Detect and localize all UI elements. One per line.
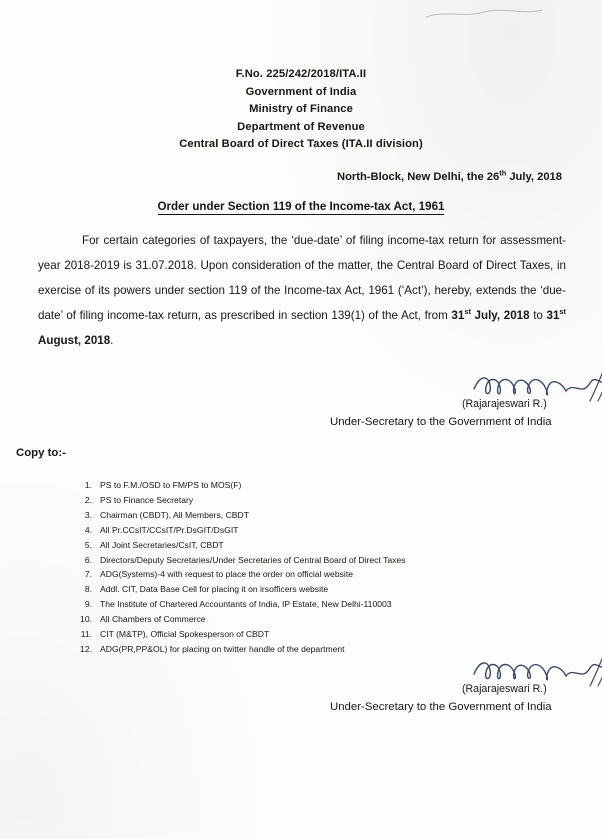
list-item	[70, 538, 570, 553]
order-title-text: Order under Section 119 of the Income-tax Act, 1961	[157, 200, 445, 213]
place-date-suffix: July, 2018	[506, 171, 562, 183]
list-item	[70, 523, 570, 538]
signatory-name: (Rajarajeswari R.)	[462, 683, 547, 695]
list-item-label: PS to F.M./OSD to FM/PS to MOS(F)	[100, 480, 242, 490]
list-item-number: 8.	[84, 584, 92, 595]
copy-to-list	[70, 478, 570, 657]
body-bold-to-day: 31	[546, 309, 560, 322]
list-item-label: Addl. CIT, Data Base Cell for placing it on irsofficers website	[100, 584, 329, 595]
list-item	[70, 567, 570, 582]
list-item	[70, 597, 570, 612]
list-item-label: All Chambers of Commerce	[100, 614, 206, 625]
list-item-number: 12.	[80, 643, 92, 654]
order-body	[38, 228, 566, 353]
signatory-role: Under-Secretary to the Government of India	[330, 416, 552, 428]
list-item-label: ADG(PR,PP&OL) for placing on twitter handle of the department	[100, 643, 345, 654]
list-item-number: 9.	[84, 599, 92, 610]
list-item-number: 3.	[84, 509, 92, 520]
list-item-number: 1.	[84, 480, 92, 490]
page-title	[0, 200, 602, 213]
list-item-label: CIT (M&TP), Official Spokesperson of CBDT	[100, 629, 270, 640]
signatory-name: (Rajarajeswari R.)	[462, 398, 547, 410]
list-item-label: The Institute of Chartered Accountants of India, IP Estate, New Delhi-110003	[100, 599, 392, 610]
list-item	[70, 612, 570, 627]
place-date-ordinal: th	[499, 168, 507, 178]
org-line-ministry: Ministry of Finance	[249, 103, 353, 115]
list-item-label: Chairman (CBDT), All Members, CBDT	[100, 509, 249, 520]
list-item	[70, 582, 570, 597]
list-item-label: ADG(Systems)-4 with request to place the order on official website	[100, 569, 353, 580]
signatory-role: Under-Secretary to the Government of India	[330, 701, 552, 713]
body-segment-2: to	[529, 309, 547, 322]
list-item-number: 4.	[84, 524, 92, 535]
list-item-number: 10.	[80, 614, 92, 625]
page-corner-mark	[424, 6, 544, 20]
list-item-number: 6.	[84, 554, 92, 565]
list-item	[70, 553, 570, 568]
list-item	[70, 508, 570, 523]
list-item-number: 5.	[84, 539, 92, 550]
org-line-department: Department of Revenue	[237, 120, 365, 133]
body-bold-from-day: 31	[451, 309, 465, 322]
list-item-number: 2.	[84, 494, 92, 505]
letterhead	[0, 66, 602, 154]
file-number: F.No. 225/242/2018/ITA.II	[235, 68, 367, 80]
list-item-number: 7.	[84, 569, 92, 580]
list-item-label: All Joint Secretaries/CsIT, CBDT	[100, 539, 224, 550]
body-segment-1: For certain categories of taxpayers, the ‘due-date’ of filing income-tax return for assessment-year 2018-2019 is 31.07.2018. Upon consideration of the matter, the Central Board of Direct Taxes, in exercise of its powers under section 119 of the Income-tax Act, 1961 (‘Act’), hereby, extends the ‘due-date’ of filing income-tax return, as prescribed in section 139(1) of the Act, from	[38, 234, 566, 322]
list-item	[70, 478, 570, 493]
place-and-date	[336, 168, 562, 183]
body-segment-3: .	[110, 334, 114, 347]
org-line-government: Government of India	[245, 85, 357, 98]
body-bold-from-month: July, 2018	[470, 309, 530, 322]
list-item-number: 11.	[80, 629, 92, 640]
body-sup-1: st	[464, 307, 471, 317]
list-item	[70, 627, 570, 642]
list-item-label: PS to Finance Secretary	[100, 494, 194, 505]
place-date-prefix: North-Block, New Delhi, the 26	[336, 171, 500, 183]
list-item	[70, 493, 570, 508]
list-item-label: Directors/Deputy Secretaries/Under Secretaries of Central Board of Direct Taxes	[100, 554, 406, 565]
copy-to-label: Copy to:-	[16, 447, 66, 459]
body-sup-2: st	[559, 307, 566, 317]
body-bold-to-month: August, 2018	[38, 334, 111, 347]
org-line-board: Central Board of Direct Taxes (ITA.II division)	[179, 138, 423, 150]
list-item-label: All Pr.CCsIT/CCsIT/Pr.DsGIT/DsGIT	[100, 524, 239, 535]
